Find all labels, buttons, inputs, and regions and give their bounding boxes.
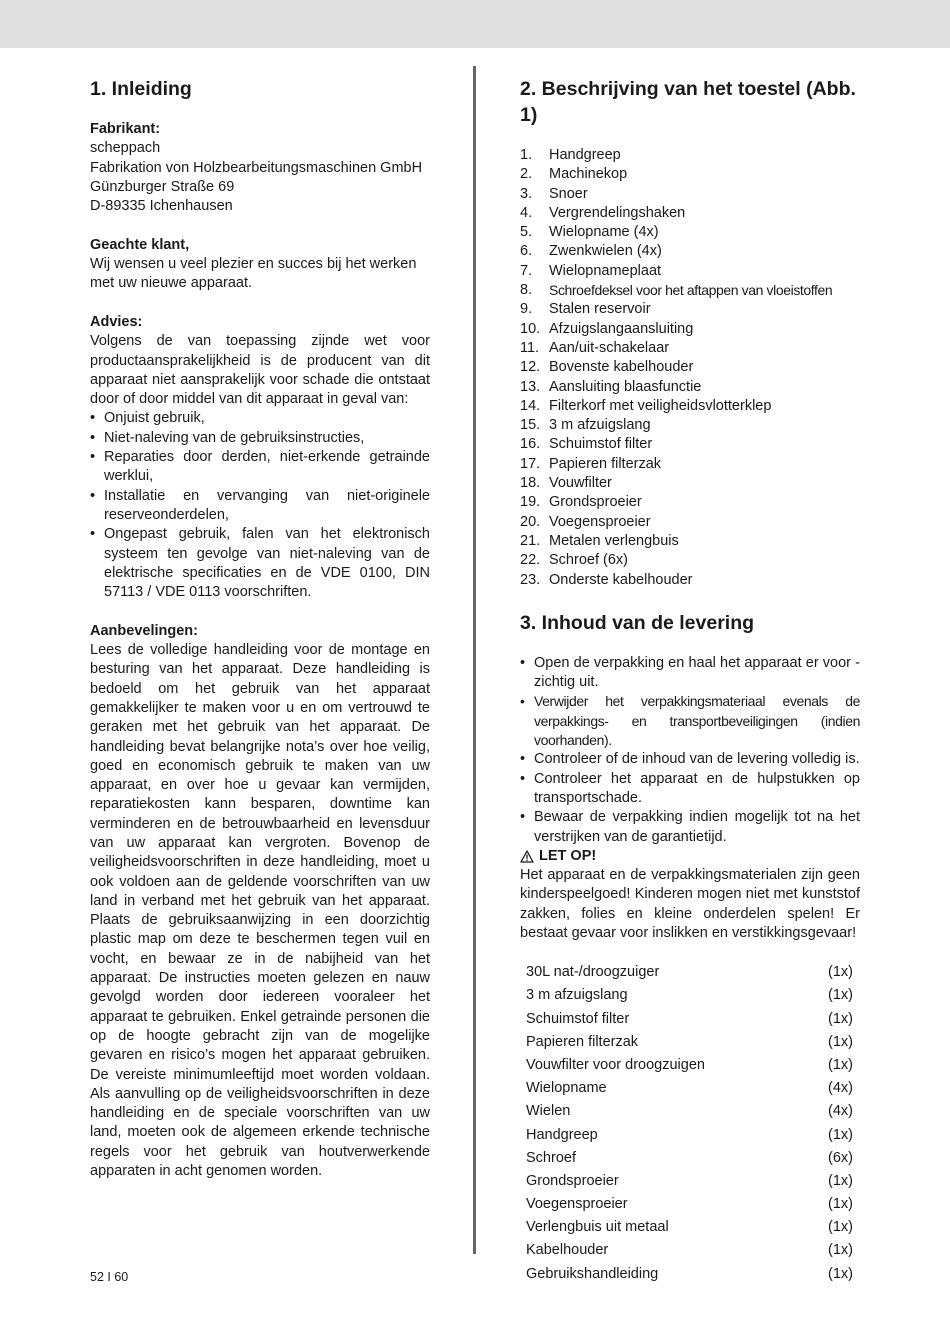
item-text: Aansluiting blaasfunctie (549, 378, 702, 395)
parts-list-item (520, 300, 860, 319)
warning-block (520, 847, 860, 943)
manufacturer-line: scheppach (90, 140, 161, 157)
item-text: Grondsproeier (549, 494, 642, 511)
scope-item-name: Verlengbuis uit metaal (526, 1219, 669, 1236)
item-number: 10. (520, 320, 541, 337)
advice-block (90, 313, 430, 602)
parts-list-item (520, 513, 860, 532)
scope-item-name: 3 m afzuigslang (526, 987, 628, 1004)
item-number: 18. (520, 475, 541, 492)
item-number: 14. (520, 397, 541, 414)
item-number: 1. (520, 147, 533, 163)
scope-item-quantity: (1x) (828, 1219, 853, 1236)
item-number: 21. (520, 532, 541, 549)
advice-text: Volgens de van toepassing zijnde wet voor productaansprakelijkheid is de producent van dit apparaat niet aansprakelijk voor schade die ontstaat door of door middel van dit apparaat in geval van: (90, 333, 430, 408)
item-text: Snoer (549, 185, 588, 202)
table-row (520, 1170, 860, 1193)
item-text: Onderste kabelhouder (549, 571, 693, 588)
parts-list-item (520, 281, 860, 300)
scope-item-name: Schroef (526, 1149, 576, 1166)
parts-list-item (520, 165, 860, 184)
item-number: 2. (520, 166, 533, 183)
parts-list-item (520, 571, 860, 590)
greeting-label: Geachte klant, (90, 236, 190, 253)
table-row (520, 1193, 860, 1216)
item-text: Bovenste kabelhouder (549, 359, 694, 376)
left-column (90, 76, 430, 1201)
recommendations-block (90, 622, 430, 1182)
item-text: Schuimstof filter (549, 436, 653, 453)
scope-item-name: Papieren filterzak (526, 1033, 639, 1050)
advice-list-item: • Installatie en vervanging van niet-originele reserveonderdelen, (90, 487, 430, 526)
item-number: 3. (520, 185, 533, 202)
parts-list-item (520, 358, 860, 377)
scope-item-quantity: (1x) (828, 1196, 853, 1213)
item-number: 20. (520, 513, 541, 530)
table-row (520, 1077, 860, 1100)
item-text: Metalen verlengbuis (549, 532, 679, 549)
header-bar (0, 0, 950, 48)
item-number: 22. (520, 552, 541, 569)
table-row (520, 1147, 860, 1170)
table-row (520, 961, 860, 984)
scope-item-quantity: (1x) (828, 1056, 853, 1073)
item-text: Schroefdeksel voor het aftappen van vloeistoffen (549, 282, 833, 299)
scope-item-quantity: (4x) (828, 1080, 853, 1097)
parts-list-item (520, 223, 860, 242)
table-row (520, 1240, 860, 1263)
scope-item-name: Wielopname (526, 1080, 607, 1097)
right-column (520, 76, 860, 1286)
item-text: Vouwfilter (549, 475, 612, 492)
scope-item-quantity: (1x) (828, 1126, 853, 1143)
scope-item-quantity: (1x) (828, 1010, 853, 1027)
delivery-list-item: • Controleer of de inhoud van de levering volledig is. (520, 750, 860, 769)
item-text: Vergrendelingshaken (549, 204, 686, 221)
item-text: Machinekop (549, 166, 628, 183)
parts-list-item (520, 532, 860, 551)
parts-list-item (520, 185, 860, 204)
item-number: 11. (520, 339, 540, 356)
item-text: Zwenkwielen (4x) (549, 243, 662, 260)
scope-item-name: Wielen (526, 1103, 571, 1120)
table-row (520, 1263, 860, 1286)
item-text: Voegensproeier (549, 513, 651, 530)
item-text: Papieren filterzak (549, 455, 662, 472)
manufacturer-block (90, 120, 430, 216)
scope-item-name: Gebruikshandleiding (526, 1265, 659, 1282)
parts-list-item (520, 551, 860, 570)
item-number: 8. (520, 282, 533, 299)
parts-list-item (520, 242, 860, 261)
scope-item-quantity: (1x) (828, 987, 853, 1004)
table-row (520, 1216, 860, 1239)
manufacturer-line: Günzburger Straße 69 (90, 178, 235, 195)
item-number: 16. (520, 436, 541, 453)
scope-item-quantity: (1x) (828, 1242, 853, 1259)
scope-item-name: Voegensproeier (526, 1196, 628, 1213)
section-heading-introduction: 1. Inleiding (90, 78, 192, 100)
recommendations-label: Aanbevelingen: (90, 622, 198, 639)
parts-list-item (520, 339, 860, 358)
item-number: 13. (520, 378, 541, 395)
item-text: Aan/uit-schakelaar (549, 339, 670, 356)
warning-title (520, 847, 860, 866)
advice-list-item: • Onjuist gebruik, (90, 409, 430, 428)
manufacturer-label: Fabrikant: (90, 121, 161, 137)
parts-list-item (520, 146, 860, 165)
page-number: 52 I 60 (90, 1270, 129, 1284)
delivery-list-item: • Open de verpakking en haal het apparaat er voor - zichtig uit. (520, 654, 860, 693)
section-heading-description: 2. Beschrijving van het toestel (Abb. 1) (520, 78, 856, 126)
scope-item-quantity: (6x) (828, 1149, 853, 1166)
scope-item-name: Grondsproeier (526, 1172, 619, 1189)
table-row (520, 1100, 860, 1123)
table-row (520, 1124, 860, 1147)
item-number: 19. (520, 494, 541, 511)
table-row (520, 1031, 860, 1054)
warning-label: LET OP! (539, 847, 597, 864)
advice-label: Advies: (90, 313, 143, 330)
item-text: Afzuigslangaansluiting (549, 320, 694, 337)
parts-list-item (520, 474, 860, 493)
manufacturer-line: Fabrikation von Holzbearbeitungsmaschinen GmbH (90, 159, 423, 176)
item-text: Handgreep (549, 147, 621, 163)
item-text: Filterkorf met veiligheidsvlotterklep (549, 397, 772, 414)
item-number: 6. (520, 243, 533, 260)
item-number: 5. (520, 224, 533, 241)
warning-text: Het apparaat en de verpakkingsmaterialen zijn geen kinderspeelgoed! Kinderen mogen niet met kunststof zakken, folies en kleine onderdelen spelen! Er bestaat gevaar voor inslikken en verstikkingsgevaar! (520, 867, 860, 941)
parts-list-item (520, 397, 860, 416)
scope-item-quantity: (1x) (828, 1172, 853, 1189)
item-number: 23. (520, 571, 541, 588)
manufacturer-line: D-89335 Ichenhausen (90, 198, 233, 215)
parts-list-item (520, 320, 860, 339)
warning-icon (520, 850, 534, 863)
item-text: Schroef (6x) (549, 552, 628, 569)
delivery-scope-table (520, 961, 860, 1286)
parts-list-item (520, 262, 860, 281)
advice-list-item: • Ongepast gebruik, falen van het elektronisch systeem ten gevolge van niet-naleving van de elektrische specificaties en de VDE 0100, DIN 57113 / VDE 0113 voorschriften. (90, 525, 430, 602)
table-row (520, 984, 860, 1007)
parts-list (520, 146, 860, 590)
delivery-list-item: • Bewaar de verpakking indien mogelijk tot na het verstrijken van de garantietijd. (520, 808, 860, 847)
parts-list-item (520, 416, 860, 435)
advice-list (90, 409, 430, 602)
scope-item-quantity: (1x) (828, 964, 853, 981)
section-heading-delivery: 3. Inhoud van de levering (520, 611, 755, 634)
scope-item-name: Kabelhouder (526, 1242, 609, 1259)
item-number: 12. (520, 359, 541, 376)
item-number: 17. (520, 455, 541, 472)
greeting-block (90, 236, 430, 294)
scope-item-name: Handgreep (526, 1126, 598, 1143)
table-row (520, 1008, 860, 1031)
delivery-list-item: • Verwijder het verpakkingsmateriaal evenals de verpakkings- en transportbeveiligingen (indien voorhanden). (520, 692, 860, 750)
parts-list-item (520, 378, 860, 397)
delivery-list (520, 654, 860, 847)
item-number: 9. (520, 301, 533, 318)
greeting-text: Wij wensen u veel plezier en succes bij het werken met uw nieuwe apparaat. (90, 256, 417, 292)
parts-list-item (520, 455, 860, 474)
scope-item-quantity: (1x) (828, 1265, 853, 1282)
parts-list-item (520, 435, 860, 454)
scope-item-name: Vouwfilter voor droogzuigen (526, 1056, 705, 1073)
item-number: 7. (520, 262, 533, 279)
item-number: 4. (520, 204, 533, 221)
scope-item-name: Schuimstof filter (526, 1010, 630, 1027)
parts-list-item (520, 493, 860, 512)
item-text: 3 m afzuigslang (549, 417, 651, 434)
advice-list-item: • Niet-naleving van de gebruiksinstructies, (90, 429, 430, 448)
recommendations-text: Lees de volledige handleiding voor de montage en besturing van het apparaat. Deze handleiding is bedoeld om het gebruik van het apparaat gemakkelijker te maken voor u en om vertrouwd te geraken met het gebruik van het apparaat. De handleiding bevat belangrijke nota’s over hoe veilig, goed en economisch gebruik te maken van uw apparaat, en over hoe u gevaar kan vermijden, reparatiekosten kann besparen, downtime kan verminderen en de betrouwbaarheid en levensduur van uw apparaat kan vergroten. Bovenop de veiligheidsvoorschriften in deze handleiding, moet u ook voldoen aan de geldende voorschriften van uw land in verband met het gebruik van het apparaat. Plaats de gebruiksaanwijzing in een doorzichtig plastic map om deze te beschermen tegen vuil en vocht, en bewaar ze in de nabijheid van het apparaat. De instructies moeten gelezen en nauw gevolgd worden door iedereen vooraleer het apparaat te gebruiken. Enkel getrainde personen die op de hoogte gebracht zijn van de mogelijke gevaren en risico’s mogen het apparaat gebruiken. De vereiste minimumleeftijd moet worden voldaan. Als aanvulling op de veiligheidsvoorschriften in deze handleiding en de speciale voorschriften van uw land, moeten ook de algemeen erkende technische regels voor het gebruik van houtverwerkende apparaten in acht genomen worden. (90, 642, 430, 1180)
delivery-scope-body (520, 961, 860, 1286)
item-text: Wielopname (4x) (549, 224, 659, 241)
item-number: 15. (520, 417, 541, 434)
table-row (520, 1054, 860, 1077)
item-text: Stalen reservoir (549, 301, 651, 318)
item-text: Wielopnameplaat (549, 262, 662, 279)
scope-item-quantity: (1x) (828, 1033, 853, 1050)
parts-list-item (520, 204, 860, 223)
scope-item-name: 30L nat-/droogzuiger (526, 964, 660, 981)
column-divider (473, 66, 476, 1254)
advice-list-item: • Reparaties door derden, niet-erkende getrainde werklui, (90, 448, 430, 487)
scope-item-quantity: (4x) (828, 1103, 853, 1120)
delivery-list-item: • Controleer het apparaat en de hulpstukken op transportschade. (520, 770, 860, 809)
